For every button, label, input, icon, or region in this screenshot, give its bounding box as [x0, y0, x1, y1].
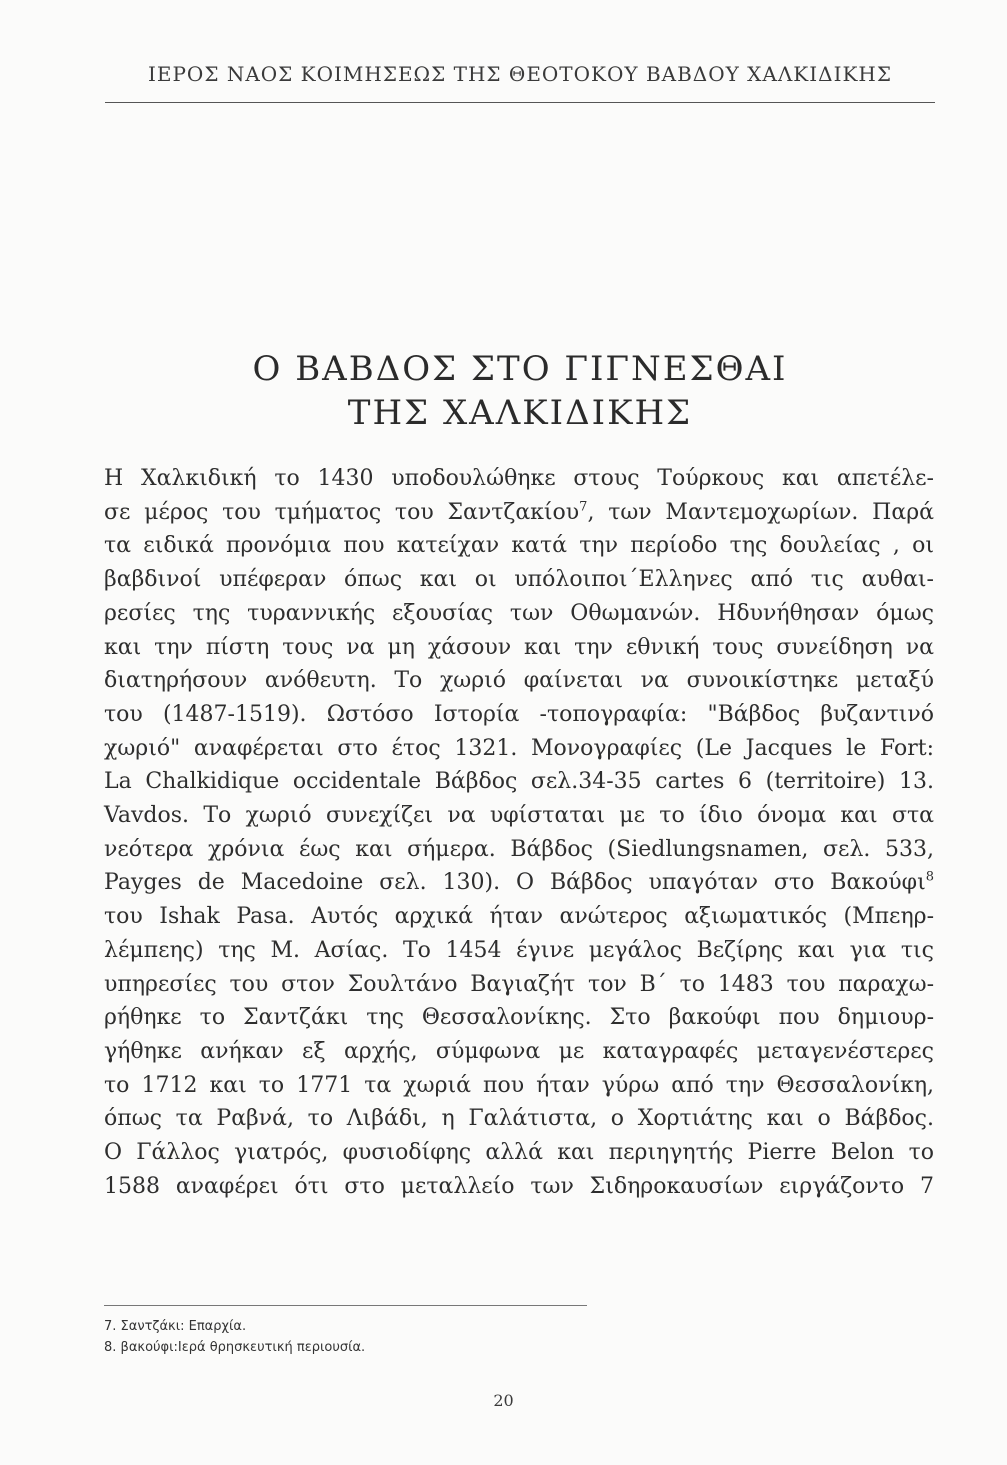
body-line: υπηρεσίες του στον Σουλτάνο Βαγιαζήτ τον Β΄ το 1483 του παραχω-: [104, 971, 934, 997]
chapter-title-line-2: ΤΗΣ ΧΑΛΚΙΔΙΚΗΣ: [347, 393, 693, 433]
footnote-ref-7: 7: [579, 499, 588, 515]
body-line: ρεσίες της τυραννικής εξουσίας των Οθωμανών. Ηδυνήθησαν όμως: [104, 600, 934, 626]
footnote-ref-8: 8: [925, 870, 934, 886]
body-line: βαβδινοί υπέφεραν όπως και οι υπόλοιποι΄Ελληνες από τις αυθαι-: [104, 567, 934, 593]
body-line: και την πίστη τους να μη χάσουν και την εθνική τους συνείδηση να: [104, 634, 934, 660]
body-line-part: , των Μαντεμοχωρίων. Παρά: [587, 499, 934, 525]
body-line: La Chalkidique occidentale Βάβδος σελ.34-35 cartes 6 (territoire) 13.: [104, 769, 934, 795]
body-line: [104, 866, 934, 900]
body-line: λέμπεης) της Μ. Ασίας. Το 1454 έγινε μεγάλος Βεζίρης και για τις: [104, 937, 934, 963]
body-paragraph: [104, 462, 934, 1203]
page-number: 20: [493, 1391, 514, 1410]
footnote-7: 7. Σαντζάκι: Επαρχία.: [104, 1319, 247, 1334]
body-line: διατηρήσουν ανόθευτη. Το χωριό φαίνεται να συνοικίστηκε μεταξύ: [104, 668, 934, 694]
body-line: Ο Γάλλος γιατρός, φυσιοδίφης αλλά και περιηγητής Pierre Belon το: [104, 1140, 934, 1166]
body-line: τα ειδικά προνόμια που κατείχαν κατά την περίοδο της δουλείας , οι: [104, 533, 934, 559]
header-rule: [105, 102, 935, 103]
body-line: Η Χαλκιδική το 1430 υποδουλώθηκε στους Τούρκους και απετέλε-: [104, 466, 934, 491]
running-header: ΙΕΡΟΣ ΝΑΟΣ ΚΟΙΜΗΣΕΩΣ ΤΗΣ ΘΕΟΤΟΚΟΥ ΒΑΒΔΟΥ ΧΑΛΚΙΔΙΚΗΣ: [147, 62, 893, 86]
footnotes: [104, 1316, 704, 1358]
body-line: του Ishak Pasa. Αυτός αρχικά ήταν ανώτερος αξιωματικός (Μπεηρ-: [104, 904, 934, 930]
body-line: ρήθηκε το Σαντζάκι της Θεσσαλονίκης. Στο βακούφι που δημιουρ-: [104, 1005, 934, 1031]
body-line: [104, 496, 934, 530]
body-line: χωριό" αναφέρεται στο έτος 1321. Μονογραφίες (Le Jacques le Fort:: [104, 735, 934, 761]
body-line: το 1712 και το 1771 τα χωριά που ήταν γύρω από την Θεσσαλονίκη,: [104, 1072, 934, 1098]
body-line: νεότερα χρόνια έως και σήμερα. Βάβδος (Siedlungsnamen, σελ. 533,: [104, 836, 934, 862]
chapter-title-line-1: Ο ΒΑΒΔΟΣ ΣΤΟ ΓΙΓΝΕΣΘΑΙ: [252, 349, 788, 389]
chapter-title: [105, 347, 935, 435]
footnote-8: 8. βακούφι:Ιερά θρησκευτική περιουσία.: [104, 1340, 366, 1355]
footnote-rule: [104, 1305, 587, 1306]
body-line-part: σε μέρος του τμήματος του Σαντζακίου: [104, 499, 580, 525]
body-line-part: Payges de Macedoine σελ. 130). Ο Βάβδος υπαγόταν στο Βακούφι: [104, 870, 926, 896]
body-line: Vavdos. Το χωριό συνεχίζει να υφίσταται με το ίδιο όνομα και στα: [104, 803, 934, 829]
body-line: όπως τα Ραβνά, το Λιβάδι, η Γαλάτιστα, ο Χορτιάτης και ο Βάβδος.: [104, 1106, 934, 1132]
body-line: 1588 αναφέρει ότι στο μεταλλείο των Σιδηροκαυσίων ειργάζοντο 7: [104, 1173, 934, 1199]
body-line: του (1487-1519). Ωστόσο Ιστορία -τοπογραφία: "Βάβδος βυζαντινό: [104, 701, 934, 727]
body-line: γήθηκε ανήκαν εξ αρχής, σύμφωνα με καταγραφές μεταγενέστερες: [104, 1038, 934, 1064]
